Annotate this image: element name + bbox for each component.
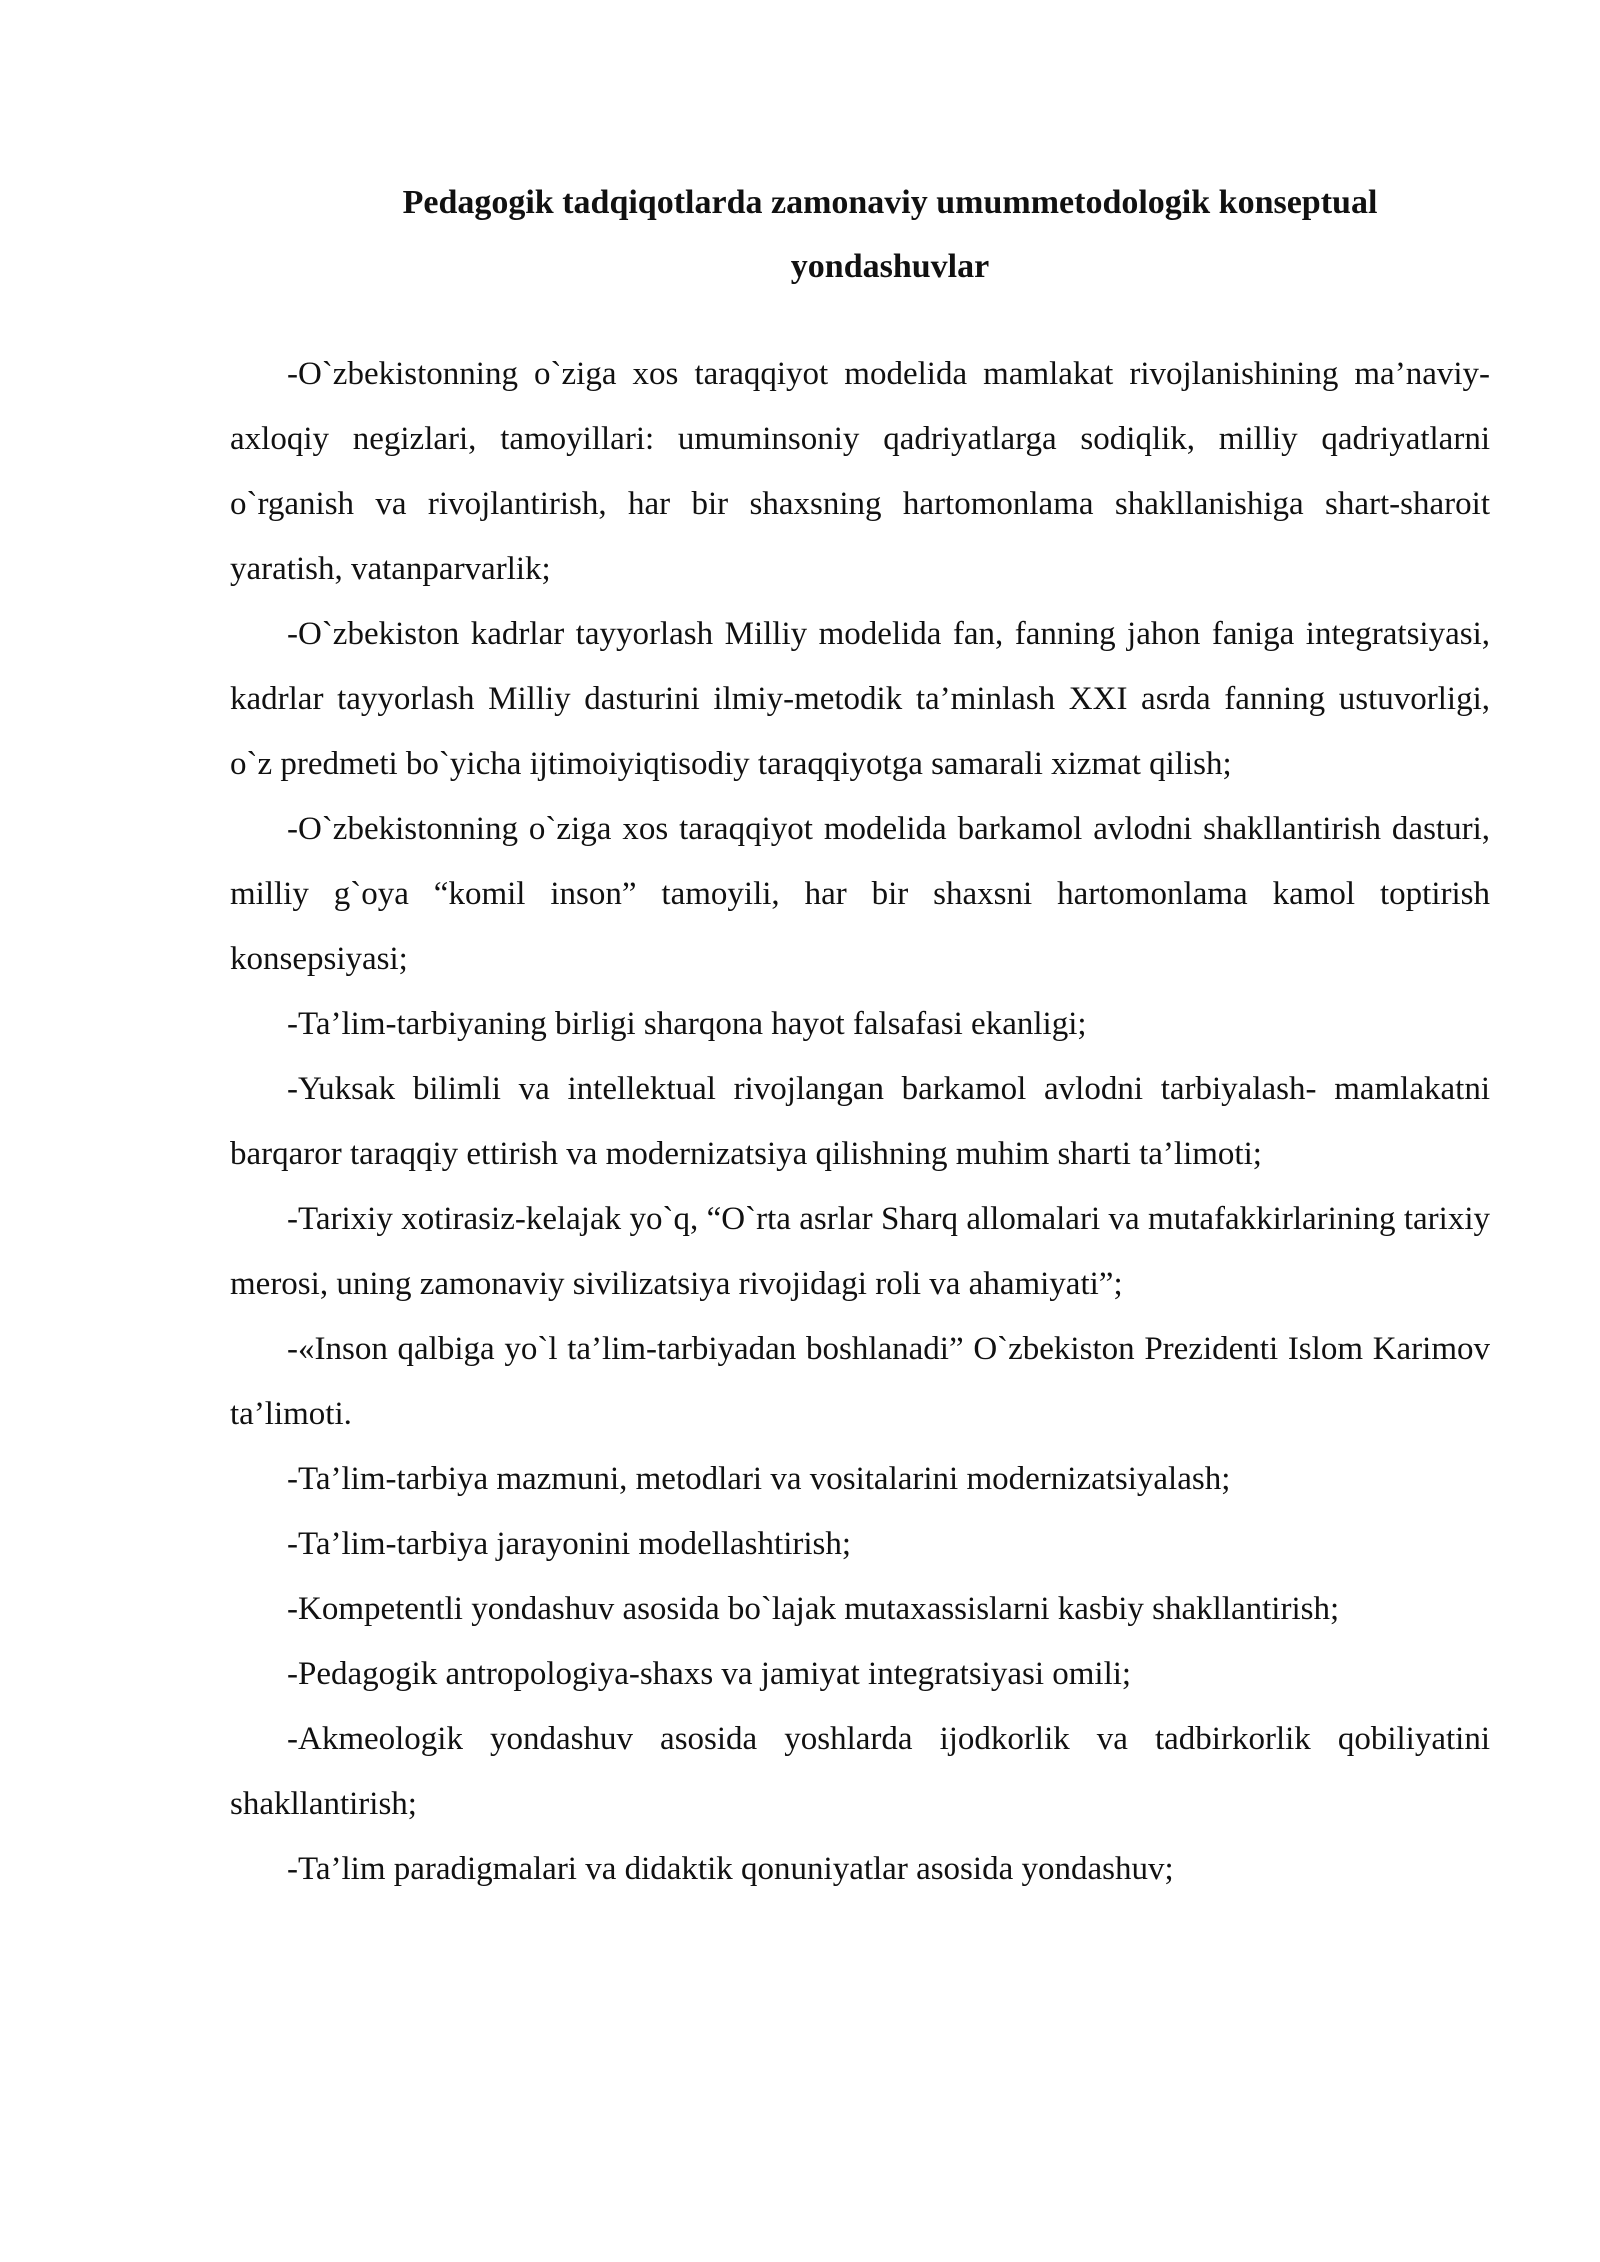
paragraph: -Yuksak bilimli va intellektual rivojlangan barkamol avlodni tarbiyalash- mamlakatni barqaror taraqqiy ettirish va modernizatsiya qilishning muhim sharti ta’limoti; <box>230 1071 1490 1172</box>
title-line-1: Pedagogik tadqiqotlarda zamonaviy umummetodologik konseptual <box>402 183 1378 221</box>
paragraph: -Tarixiy xotirasiz-kelajak yo`q, “O`rta asrlar Sharq allomalari va mutafakkirlarining tarixiy merosi, uning zamonaviy sivilizatsiya rivojidagi roli va ahamiyati”; <box>230 1201 1490 1302</box>
paragraph: -Ta’lim paradigmalari va didaktik qonuniyatlar asosida yondashuv; <box>287 1851 1174 1887</box>
paragraph: -Akmeologik yondashuv asosida yoshlarda ijodkorlik va tadbirkorlik qobiliyatini shakllantirish; <box>230 1721 1490 1822</box>
page-title <box>300 171 1480 299</box>
paragraph: -O`zbekistonning o`ziga xos taraqqiyot modelida mamlakat rivojlanishining ma’naviy-axloqiy negizlari, tamoyillari: umuminsoniy qadriyatlarga sodiqlik, milliy qadriyatlarni o`rganish va rivojlantirish, har bir shaxsning hartomonlama shakllanishiga shart-sharoit yaratish, vatanparvarlik; <box>230 356 1490 587</box>
paragraph: -O`zbekiston kadrlar tayyorlash Milliy modelida fan, fanning jahon faniga integratsiyasi, kadrlar tayyorlash Milliy dasturini ilmiy-metodik ta’minlash XXI asrda fanning ustuvorligi, o`z predmeti bo`yicha ijtimoiyiqtisodiy taraqqiyotga samarali xizmat qilish; <box>230 616 1490 782</box>
paragraph: -Kompetentli yondashuv asosida bo`lajak mutaxassislarni kasbiy shakllantirish; <box>287 1591 1340 1627</box>
paragraph: -Ta’lim-tarbiyaning birligi sharqona hayot falsafasi ekanligi; <box>287 1006 1087 1042</box>
title-line-2: yondashuvlar <box>790 247 990 285</box>
paragraph: -«Inson qalbiga yo`l ta’lim-tarbiyadan boshlanadi” O`zbekiston Prezidenti Islom Karimov ta’limoti. <box>230 1331 1490 1432</box>
paragraph: -Ta’lim-tarbiya mazmuni, metodlari va vositalarini modernizatsiyalash; <box>287 1461 1231 1497</box>
document-body <box>230 342 1490 1902</box>
paragraph: -O`zbekistonning o`ziga xos taraqqiyot modelida barkamol avlodni shakllantirish dasturi, milliy g`oya “komil inson” tamoyili, har bir shaxsni hartomonlama kamol toptirish konsepsiyasi; <box>230 811 1490 977</box>
paragraph: -Ta’lim-tarbiya jarayonini modellashtirish; <box>287 1526 852 1562</box>
paragraph: -Pedagogik antropologiya-shaxs va jamiyat integratsiyasi omili; <box>287 1656 1132 1692</box>
